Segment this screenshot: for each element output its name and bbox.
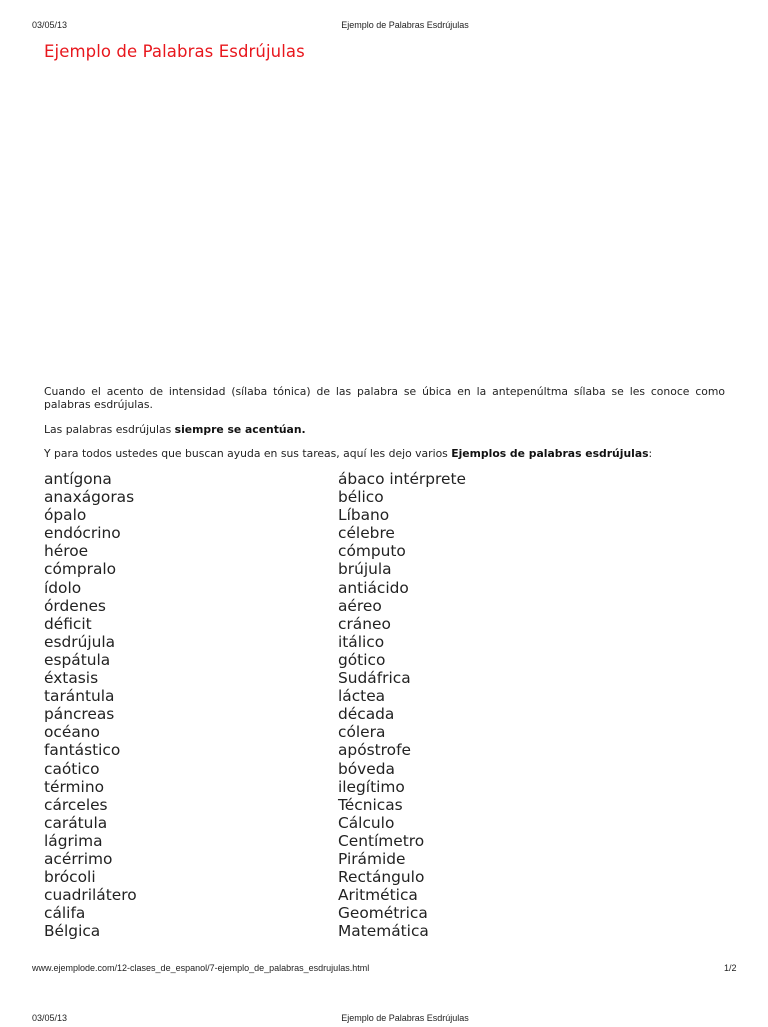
- word-item: endócrino: [44, 524, 121, 543]
- word-item: Sudáfrica: [338, 669, 411, 688]
- word-item: brújula: [338, 560, 392, 579]
- word-item: cuadrilátero: [44, 886, 137, 905]
- word-item: antiácido: [338, 578, 409, 597]
- word-item: Aritmética: [338, 886, 418, 905]
- word-item: océano: [44, 723, 100, 742]
- word-item: páncreas: [44, 705, 115, 724]
- word-item: fantástico: [44, 741, 121, 760]
- word-item: Rectángulo: [338, 868, 425, 887]
- next-print-title: Ejemplo de Palabras Esdrújulas: [341, 1013, 469, 1023]
- word-item: Bélgica: [44, 922, 101, 941]
- word-item: aéreo: [338, 596, 382, 615]
- word-item: cólera: [338, 723, 386, 742]
- word-item: anaxágoras: [44, 488, 135, 507]
- word-item: éxtasis: [44, 669, 99, 688]
- footer-url: www.ejemplode.com/12-clases_de_espanol/7-ejemplo_de_palabras_esdrujulas.html: [32, 963, 370, 973]
- word-item: término: [44, 777, 104, 796]
- word-item: ópalo: [44, 506, 87, 525]
- word-item: espátula: [44, 650, 111, 669]
- page-title: Ejemplo de Palabras Esdrújulas: [44, 42, 305, 61]
- print-footer: [0, 963, 768, 977]
- word-item: cárceles: [44, 795, 108, 814]
- print-title: Ejemplo de Palabras Esdrújulas: [341, 20, 469, 30]
- examples-intro-end: :: [648, 447, 653, 460]
- word-item: tarántula: [44, 687, 115, 706]
- print-header: [0, 20, 768, 34]
- rule-text: Las palabras esdrújulas: [44, 423, 175, 436]
- word-item: ilegítimo: [338, 777, 405, 796]
- word-item: Centímetro: [338, 831, 425, 850]
- word-item: carátula: [44, 813, 108, 832]
- word-item: Pirámide: [338, 849, 406, 868]
- word-item: lágrima: [44, 831, 103, 850]
- intro-paragraph: Cuando el acento de intensidad (sílaba tónica) de las palabra se úbica en la antepenúltma sílaba se les conoce como palabras esdrújulas.: [44, 385, 725, 411]
- examples-intro-bold: Ejemplos de palabras esdrújulas: [451, 447, 649, 460]
- word-item: ábaco intérprete: [338, 470, 466, 488]
- examples-intro-paragraph: [44, 447, 725, 460]
- word-item: antígona: [44, 470, 112, 488]
- word-item: Líbano: [338, 506, 390, 525]
- rule-bold-text: siempre se acentúan.: [174, 423, 306, 436]
- word-item: Técnicas: [338, 795, 403, 814]
- word-item: itálico: [338, 632, 385, 651]
- word-item: cálifa: [44, 904, 86, 923]
- word-item: héroe: [44, 542, 89, 561]
- word-list-left: [44, 470, 137, 940]
- word-item: gótico: [338, 650, 386, 669]
- word-item: ídolo: [44, 578, 82, 597]
- word-item: láctea: [338, 687, 386, 706]
- word-item: déficit: [44, 614, 92, 633]
- word-item: bélico: [338, 488, 384, 507]
- word-item: acérrimo: [44, 849, 113, 868]
- word-item: cómputo: [338, 542, 406, 561]
- word-item: apóstrofe: [338, 741, 411, 760]
- word-item: cómpralo: [44, 560, 117, 579]
- word-item: Matemática: [338, 922, 429, 941]
- next-print-date: 03/05/13: [32, 1013, 68, 1023]
- rule-paragraph: [44, 423, 725, 436]
- word-item: cráneo: [338, 614, 391, 633]
- word-item: brócoli: [44, 868, 96, 887]
- word-item: esdrújula: [44, 632, 116, 651]
- word-item: bóveda: [338, 759, 395, 778]
- examples-intro-text: Y para todos ustedes que buscan ayuda en sus tareas, aquí les dejo varios: [44, 447, 452, 460]
- page-number: 1/2: [724, 963, 737, 973]
- next-page-header: [0, 1013, 768, 1027]
- word-item: Geométrica: [338, 904, 428, 923]
- word-list-right: [338, 470, 466, 940]
- word-item: Cálculo: [338, 813, 395, 832]
- word-item: década: [338, 705, 395, 724]
- word-item: célebre: [338, 524, 395, 543]
- print-date: 03/05/13: [32, 20, 68, 30]
- word-item: caótico: [44, 759, 100, 778]
- word-item: órdenes: [44, 596, 106, 615]
